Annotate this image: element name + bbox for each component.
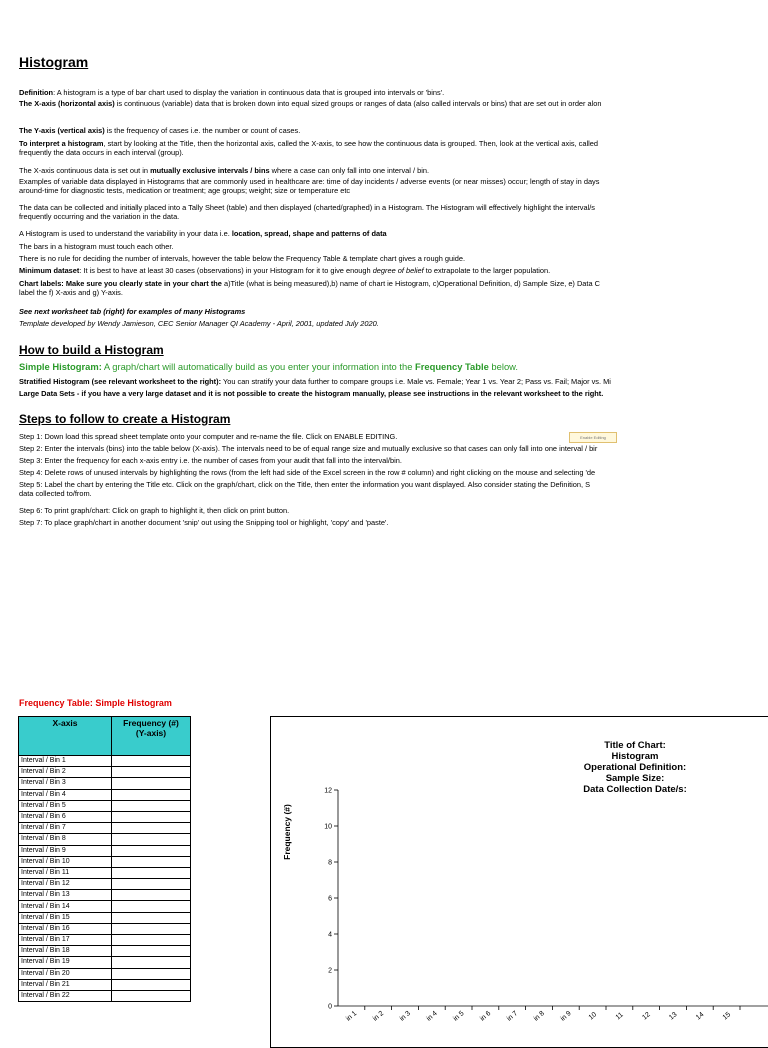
frequency-cell[interactable] (112, 800, 191, 811)
interval-cell[interactable]: Interval / Bin 21 (19, 979, 112, 990)
table-row (19, 845, 191, 856)
y-tick-label: 2 (328, 967, 332, 975)
table-row (19, 935, 191, 946)
frequency-table-caption: Frequency Table: Simple Histogram (19, 698, 172, 708)
yaxis-label: The Y-axis (vertical axis) (19, 126, 105, 135)
interval-cell[interactable]: Interval / Bin 11 (19, 867, 112, 878)
x-tick-label: 10 (587, 1011, 599, 1022)
template-credit: Template developed by Wendy Jamieson, CEC Senior Manager QI Academy - April, 2001, updated July 2020. (19, 319, 379, 328)
frequency-cell[interactable] (112, 867, 191, 878)
definition-line (19, 88, 444, 97)
frequency-table-header (19, 717, 191, 756)
x-tick-label: in 8 (532, 1010, 546, 1023)
interval-cell[interactable]: Interval / Bin 16 (19, 923, 112, 934)
table-row (19, 979, 191, 990)
table-row (19, 811, 191, 822)
frequency-cell[interactable] (112, 957, 191, 968)
table-row (19, 756, 191, 767)
definition-text: : A histogram is a type of bar chart used to display the variation in continuous data that is grouped into intervals or 'bins'. (53, 88, 445, 97)
xaxis-label: The X-axis (horizontal axis) (19, 99, 115, 108)
no-rule-line: There is no rule for deciding the number of intervals, however the table below the Frequency Table & template chart gives a rough guide. (19, 254, 466, 263)
examples-line-1: Examples of variable data displayed in Histograms that are commonly used in healthcare are: time of day incidents / adverse events (or near misses) occur; length of stay in days (19, 177, 600, 186)
interval-cell[interactable]: Interval / Bin 18 (19, 946, 112, 957)
table-row (19, 912, 191, 923)
xaxis-line (19, 99, 602, 108)
x-tick-label: 15 (721, 1011, 733, 1022)
interval-cell[interactable]: Interval / Bin 20 (19, 968, 112, 979)
step-5: Step 5: Label the chart by entering the Title etc. Click on the graph/chart, click on the Title, then enter the information you want displayed. Also consider stating the Definition, S (19, 480, 591, 489)
table-row (19, 968, 191, 979)
mutually-text-1: The X-axis continuous data is set out in (19, 166, 151, 175)
bars-touch-line: The bars in a histogram must touch each other. (19, 242, 174, 251)
x-tick-label: 11 (614, 1011, 625, 1022)
x-tick-label: 13 (668, 1011, 679, 1022)
x-tick-label: in 4 (425, 1010, 439, 1023)
frequency-cell[interactable] (112, 968, 191, 979)
interval-cell[interactable]: Interval / Bin 10 (19, 856, 112, 867)
interval-cell[interactable]: Interval / Bin 7 (19, 823, 112, 834)
page-title: Histogram (19, 54, 89, 70)
stratified-label: Stratified Histogram (see relevant worksheet to the right): (19, 377, 222, 386)
yaxis-line (19, 126, 300, 135)
step-2: Step 2: Enter the intervals (bins) into the table below (X-axis). The intervals need to be of equal range size and mutually exclusive so that cases can only fall into one interval / bir (19, 444, 598, 453)
table-row (19, 778, 191, 789)
chart-title-line: Histogram (611, 751, 659, 762)
frequency-cell[interactable] (112, 979, 191, 990)
minimum-label: Minimum dataset (19, 266, 80, 275)
xaxis-column-header: X-axis (19, 717, 112, 756)
simple-line (19, 361, 518, 372)
interval-cell[interactable]: Interval / Bin 3 (19, 778, 112, 789)
x-tick-label: in 2 (371, 1010, 386, 1023)
chart-labels-line (19, 279, 600, 288)
large-sets-line: Large Data Sets - if you have a very large dataset and it is not possible to create the histogram manually, please see instructions in the relevant worksheet to the right. (19, 389, 604, 398)
frequency-cell[interactable] (112, 845, 191, 856)
x-tick-label: 12 (641, 1011, 652, 1022)
understand-bold: location, spread, shape and patterns of data (231, 229, 387, 238)
y-tick-label: 12 (324, 787, 332, 795)
interpret-line-2: frequently the data occurs in each interval (group). (19, 148, 184, 157)
frequency-cell[interactable] (112, 901, 191, 912)
frequency-cell[interactable] (112, 856, 191, 867)
interval-cell[interactable]: Interval / Bin 17 (19, 935, 112, 946)
minimum-italic: degree of belief (372, 266, 424, 275)
minimum-line (19, 266, 550, 275)
frequency-cell[interactable] (112, 912, 191, 923)
minimum-text-1: : It is best to have at least 30 cases (observations) in your Histogram for it to give enough (79, 266, 373, 275)
x-tick-label: in 9 (559, 1010, 573, 1023)
interval-cell[interactable]: Interval / Bin 15 (19, 912, 112, 923)
table-row (19, 767, 191, 778)
table-row (19, 901, 191, 912)
frequency-column-header (112, 717, 191, 756)
step-1: Step 1: Down load this spread sheet template onto your computer and re-name the file. Click on ENABLE EDITING. (19, 432, 398, 441)
simple-label: Simple Histogram: (19, 361, 102, 372)
chart-labels-text: a)Title (what is being measured),b) name of chart ie Histogram, c)Operational Definition, d) Sample Size, e) Data C (221, 279, 600, 288)
frequency-cell[interactable] (112, 990, 191, 1001)
interval-cell[interactable]: Interval / Bin 5 (19, 800, 112, 811)
y-tick-label: 6 (328, 895, 332, 903)
step-7: Step 7: To place graph/chart in another document 'snip' out using the Snipping tool or highlight, 'copy' and 'paste'. (19, 518, 389, 527)
stratified-text: You can stratify your data further to compare groups i.e. Male vs. Female; Year 1 vs. Year 2; Pass vs. Fail; Major vs. Mi (221, 377, 611, 386)
table-row (19, 890, 191, 901)
interval-cell[interactable]: Interval / Bin 1 (19, 756, 112, 767)
simple-text-2: below. (488, 361, 519, 372)
step-3: Step 3: Enter the frequency for each x-axis entry i.e. the number of cases from your audit that fall into the interval/bin. (19, 456, 402, 465)
interval-cell[interactable]: Interval / Bin 22 (19, 990, 112, 1001)
frequency-cell[interactable] (112, 834, 191, 845)
table-row (19, 923, 191, 934)
mutually-bold: mutually exclusive intervals / bins (150, 166, 270, 175)
chart-title-line: Title of Chart: (604, 740, 666, 751)
x-tick-label: in 7 (505, 1010, 520, 1023)
mutually-line (19, 166, 429, 175)
simple-text: A graph/chart will automatically build as you enter your information into the (101, 361, 416, 372)
interval-cell[interactable]: Interval / Bin 13 (19, 890, 112, 901)
interval-cell[interactable]: Interval / Bin 14 (19, 901, 112, 912)
table-row (19, 990, 191, 1001)
frequency-cell[interactable] (112, 778, 191, 789)
x-tick-label: in 1 (345, 1010, 359, 1023)
frequency-cell[interactable] (112, 946, 191, 957)
interpret-line (19, 139, 598, 148)
step-4: Step 4: Delete rows of unused intervals by highlighting the rows (from the left had side of the Excel screen in the row # column) and right clicking on the mouse and selecting 'de (19, 468, 596, 477)
interpret-text: , start by looking at the Title, then the horizontal axis, called the X-axis, to see how the continuous data is grouped. Then, look at the vertical axis, called (103, 139, 598, 148)
table-row (19, 789, 191, 800)
frequency-cell[interactable] (112, 879, 191, 890)
y-tick-label: 0 (328, 1003, 332, 1011)
interpret-label: To interpret a histogram (19, 139, 104, 148)
x-tick-label: in 6 (479, 1010, 493, 1023)
interval-cell[interactable]: Interval / Bin 6 (19, 811, 112, 822)
frequency-cell[interactable] (112, 823, 191, 834)
steps-heading: Steps to follow to create a Histogram (19, 412, 231, 426)
interval-cell[interactable]: Interval / Bin 12 (19, 879, 112, 890)
chart-title-block (520, 740, 750, 795)
interval-cell[interactable]: Interval / Bin 4 (19, 789, 112, 800)
interval-cell[interactable]: Interval / Bin 19 (19, 957, 112, 968)
frequency-cell[interactable] (112, 756, 191, 767)
table-row (19, 879, 191, 890)
table-row (19, 867, 191, 878)
y-tick-label: 8 (328, 859, 332, 867)
chart-title-line: Data Collection Date/s: (583, 784, 687, 795)
frequency-cell[interactable] (112, 811, 191, 822)
step-6: Step 6: To print graph/chart: Click on graph to highlight it, then click on print button. (19, 506, 290, 515)
see-next-note: See next worksheet tab (right) for examples of many Histograms (19, 307, 246, 316)
frequency-header-line-2: (Y-axis) (135, 728, 167, 738)
table-row (19, 823, 191, 834)
examples-line-2: around-time for diagnostic tests, medication or treatment; age groups; weight; size or temperature etc (19, 186, 351, 195)
table-row (19, 957, 191, 968)
simple-bold: Frequency Table (415, 361, 489, 372)
minimum-text-2: to extrapolate to the larger population. (423, 266, 551, 275)
frequency-cell[interactable] (112, 789, 191, 800)
understand-line (19, 229, 387, 238)
x-tick-label: in 3 (398, 1010, 412, 1023)
y-tick-label: 4 (328, 931, 332, 939)
frequency-cell[interactable] (112, 767, 191, 778)
step-5-cont: data collected to/from. (19, 489, 92, 498)
yaxis-text: is the frequency of cases i.e. the number or count of cases. (104, 126, 301, 135)
chart-title-line: Operational Definition: (583, 762, 687, 773)
stratified-line (19, 377, 611, 386)
enable-editing-button[interactable]: Enable Editing (569, 432, 617, 443)
table-row (19, 834, 191, 845)
xaxis-text: is continuous (variable) data that is broken down into equal sized groups or ranges of data (also called intervals or bins) that are set out in order alon (114, 99, 602, 108)
collected-line-2: frequently occurring and the variation in the data. (19, 212, 180, 221)
table-row (19, 946, 191, 957)
definition-label: Definition (19, 88, 54, 97)
build-heading: How to build a Histogram (19, 343, 164, 357)
y-axis-title: Frequency (#) (282, 804, 292, 860)
frequency-cell[interactable] (112, 890, 191, 901)
x-tick-label: 14 (694, 1011, 706, 1022)
mutually-text-2: where a case can only fall into one interval / bin. (269, 166, 430, 175)
interval-cell[interactable]: Interval / Bin 9 (19, 845, 112, 856)
frequency-cell[interactable] (112, 923, 191, 934)
table-row (19, 856, 191, 867)
chart-labels-line-2: label the f) X-axis and g) Y-axis. (19, 288, 123, 297)
chart-title-line: Sample Size: (605, 773, 665, 784)
x-tick-label: in 5 (452, 1010, 466, 1023)
interval-cell[interactable]: Interval / Bin 2 (19, 767, 112, 778)
y-tick-label: 10 (324, 823, 332, 831)
frequency-cell[interactable] (112, 935, 191, 946)
understand-text: A Histogram is used to understand the variability in your data i.e. (19, 229, 232, 238)
frequency-header-line-1: Frequency (#) (123, 718, 179, 728)
interval-cell[interactable]: Interval / Bin 8 (19, 834, 112, 845)
collected-line-1: The data can be collected and initially placed into a Tally Sheet (table) and then displayed (charted/graphed) in a Histogram. The Histogram will effectively highlight the interval/s (19, 203, 595, 212)
chart-labels-label: Chart labels: Make sure you clearly state in your chart the (19, 279, 222, 288)
frequency-table (18, 716, 191, 1002)
table-row (19, 800, 191, 811)
